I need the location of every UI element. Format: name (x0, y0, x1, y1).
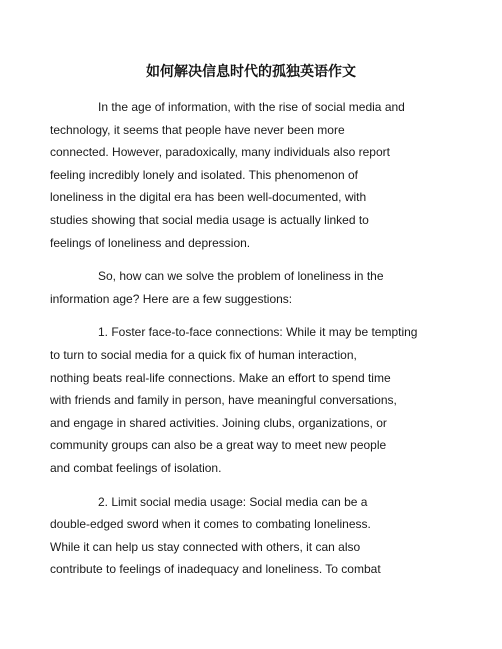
paragraph-intro (50, 96, 436, 254)
paragraph-question (50, 265, 436, 310)
text-line: studies showing that social media usage is actually linked to (50, 212, 369, 227)
text-line: contribute to feelings of inadequacy and loneliness. To combat (50, 562, 381, 577)
text-line: feeling incredibly lonely and isolated. This phenomenon of (50, 167, 358, 182)
text-line: community groups can also be a great way to meet new people (50, 438, 387, 453)
text-line: and combat feelings of isolation. (50, 460, 222, 475)
text-line: 2. Limit social media usage: Social media can be a (98, 494, 368, 509)
text-line: and engage in shared activities. Joining clubs, organizations, or (50, 415, 387, 430)
text-line: double-edged sword when it comes to combating loneliness. (50, 517, 371, 532)
document-title: 如何解决信息时代的孤独英语作文 (146, 64, 356, 80)
text-line: nothing beats real-life connections. Make an effort to spend time (50, 370, 391, 385)
text-line: feelings of loneliness and depression. (50, 235, 251, 250)
text-line: connected. However, paradoxically, many individuals also report (50, 145, 390, 160)
text-line: So, how can we solve the problem of loneliness in the (98, 269, 384, 284)
text-line: loneliness in the digital era has been well-documented, with (50, 190, 367, 205)
text-line: information age? Here are a few suggestions: (50, 291, 293, 306)
text-line: 1. Foster face-to-face connections: While it may be tempting (98, 325, 418, 340)
paragraph-suggestion-1 (50, 321, 436, 479)
text-line: While it can help us stay connected with others, it can also (50, 539, 361, 554)
text-line: In the age of information, with the rise of social media and (98, 100, 405, 114)
text-line: to turn to social media for a quick fix of human interaction, (50, 347, 357, 362)
document-body (50, 96, 436, 592)
paragraph-suggestion-2 (50, 491, 436, 581)
text-line: technology, it seems that people have never been more (50, 122, 345, 137)
text-line: with friends and family in person, have meaningful conversations, (50, 393, 397, 408)
